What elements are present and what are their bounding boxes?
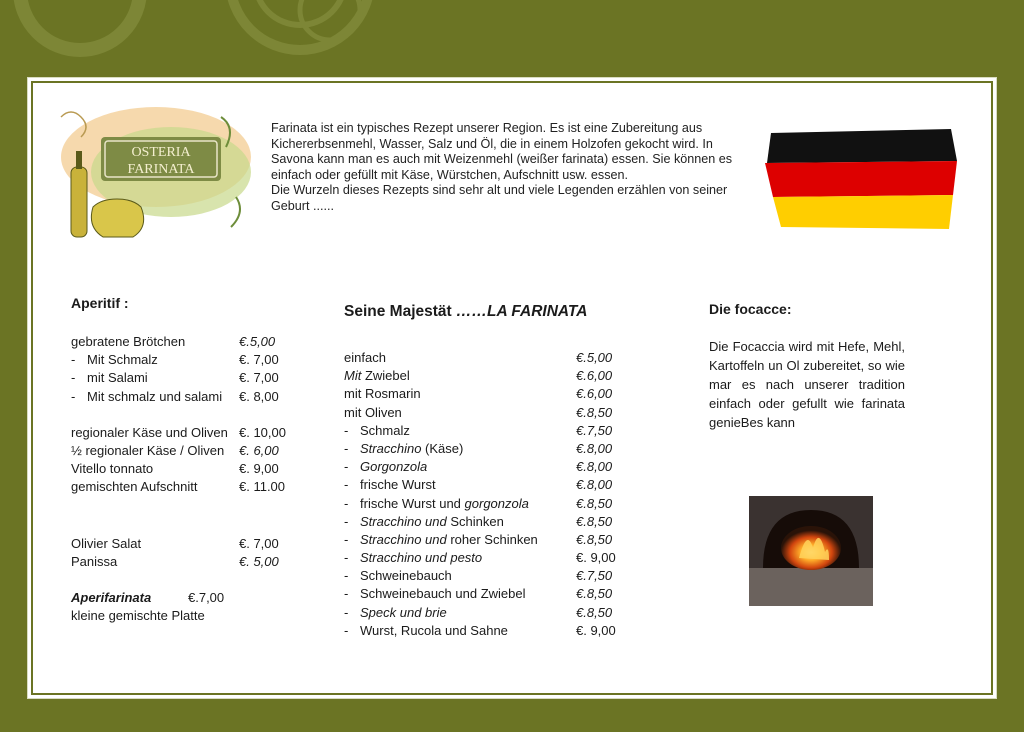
item-label: gebratene Brötchen <box>71 334 186 349</box>
item-label: regionaler Käse und Oliven <box>71 424 228 440</box>
menu-item <box>344 440 624 458</box>
intro-text <box>271 121 751 215</box>
title-part: ……LA FARINATA <box>456 303 588 320</box>
dash-marker: - <box>344 495 349 511</box>
item-price: €.8,00 <box>576 440 613 456</box>
item-price: €. 5,00 <box>239 553 279 569</box>
farinata-section <box>344 303 624 640</box>
item-price: €.6,00 <box>576 386 613 402</box>
menu-item <box>71 333 291 351</box>
item-label: Schweinebauch und Zwiebel <box>360 586 526 602</box>
focacce-section <box>709 301 905 432</box>
item-label: mit Oliven <box>344 404 402 420</box>
title-part: Seine Majestät <box>344 303 456 320</box>
menu-item <box>344 622 624 640</box>
item-label <box>360 531 538 549</box>
item-label: Mit Schmalz <box>87 352 158 368</box>
item-price: €.7,50 <box>576 568 613 584</box>
item-price: €. 7,00 <box>239 535 279 551</box>
item-suffix: Schinken <box>446 513 504 529</box>
item-price: €.8,50 <box>576 513 613 529</box>
item-price: €. 10,00 <box>239 424 286 440</box>
item-price: €. 9,00 <box>576 550 616 566</box>
item-price: €. 9,00 <box>576 622 616 638</box>
dash-marker: - <box>344 513 349 529</box>
dash-marker: - <box>344 531 349 547</box>
item-price: €. 6,00 <box>239 442 279 458</box>
dash-marker: - <box>344 586 349 602</box>
item-label: Schmalz <box>360 422 410 438</box>
dash-marker: - <box>71 352 76 368</box>
item-price: €.8,50 <box>576 404 613 420</box>
item-label: ½ regionaler Käse / Oliven <box>71 442 225 458</box>
item-price: €.8,50 <box>576 495 613 511</box>
item-label-text: frische Wurst und <box>360 495 465 511</box>
menu-item <box>71 388 291 406</box>
menu-item <box>344 367 624 385</box>
item-label: Aperifarinata <box>71 589 152 605</box>
item-label: Speck und brie <box>360 604 447 620</box>
logo-line2: FARINATA <box>127 162 195 177</box>
item-label: gemischten Aufschnitt <box>71 479 198 495</box>
item-price: €. 7,00 <box>239 370 279 386</box>
dash-marker: - <box>344 622 349 638</box>
item-label: mit Rosmarin <box>344 386 421 402</box>
item-price: €. 9,00 <box>239 461 279 477</box>
focacce-title: Die focacce: <box>709 301 792 317</box>
dash-marker: - <box>71 370 76 386</box>
item-suffix: gorgonzola <box>464 495 529 511</box>
menu-item <box>71 460 291 478</box>
wood-oven-photo <box>749 496 873 606</box>
item-price: €.5,00 <box>239 334 276 349</box>
item-label: Stracchino und pesto <box>360 550 483 566</box>
item-price: €. 7,00 <box>239 352 279 368</box>
farinata-title <box>344 303 624 321</box>
menu-item <box>344 531 624 549</box>
menu-item <box>344 549 624 567</box>
item-prefix: Mit <box>344 368 365 384</box>
item-label: Gorgonzola <box>360 459 428 475</box>
intro-paragraph-1: Farinata ist ein typisches Rezept unserer Region. Es ist eine Zubereitung aus Kichererbsenmehl, Wasser, Salz und Öl, die in einem Holzofen gekocht wird. In Savona kann man es auch mit Weizenmehl (weißer farinata) essen. Sie können es einfach oder gefüllt mit Käse, Würstchen, Aufschnitt usw. essen. <box>271 121 733 182</box>
aperitif-section <box>71 295 291 625</box>
menu-item <box>344 404 624 422</box>
item-label: mit Salami <box>87 370 148 386</box>
menu-item <box>344 458 624 476</box>
menu-card <box>28 78 996 698</box>
item-label: frische Wurst <box>360 477 436 493</box>
dash-marker: - <box>344 440 349 456</box>
item-price: €.5,00 <box>576 350 613 365</box>
menu-item <box>71 424 291 442</box>
item-price: €.8,50 <box>576 586 613 602</box>
menu-item <box>344 385 624 403</box>
osteria-farinata-logo <box>51 97 261 247</box>
item-suffix: roher Schinken <box>446 531 538 547</box>
dash-marker: - <box>344 477 349 493</box>
item-label-text: Stracchino und <box>360 531 447 547</box>
menu-item <box>344 349 624 367</box>
menu-item-special <box>71 589 291 607</box>
item-description: kleine gemischte Platte <box>71 608 205 624</box>
item-price: €. 8,00 <box>239 388 279 404</box>
menu-item-description <box>71 607 291 625</box>
item-price: €.8,50 <box>576 531 613 547</box>
dash-marker: - <box>344 422 349 438</box>
menu-item <box>344 604 624 622</box>
menu-item <box>71 369 291 387</box>
logo-line1: OSTERIA <box>131 145 191 160</box>
item-label: Olivier Salat <box>71 535 142 551</box>
item-price: €. 11.00 <box>239 479 286 495</box>
item-price: €.8,50 <box>576 604 613 620</box>
item-price: €.8,00 <box>576 459 613 475</box>
item-label <box>344 367 410 385</box>
menu-item <box>344 585 624 603</box>
intro-paragraph-2: Die Wurzeln dieses Rezepts sind sehr alt und viele Legenden erzählen von seiner Geburt ...... <box>271 183 728 213</box>
menu-item <box>344 513 624 531</box>
item-suffix: (Käse) <box>421 440 464 456</box>
item-price: €.7,50 <box>576 422 613 438</box>
item-label: Mit schmalz und salami <box>87 388 223 404</box>
item-label: Wurst, Rucola und Sahne <box>360 622 508 638</box>
menu-item <box>344 422 624 440</box>
item-price: €.6,00 <box>576 368 613 384</box>
dash-marker: - <box>71 388 76 404</box>
item-label: Panissa <box>71 553 118 569</box>
menu-item <box>71 442 291 460</box>
menu-item <box>71 351 291 369</box>
focacce-description: Die Focaccia wird mit Hefe, Mehl, Kartoffeln un Ol zubereitet, so wie mar es nach unserer tradition einfach oder gefullt wie farinata genieBes kann <box>709 339 905 430</box>
item-label: Schweinebauch <box>360 568 452 584</box>
item-price: €.8,00 <box>576 477 613 493</box>
item-label-text: Stracchino <box>360 440 422 456</box>
aperitif-title: Aperitif : <box>71 295 129 311</box>
dash-marker: - <box>344 604 349 620</box>
menu-item <box>344 495 624 513</box>
menu-item <box>344 567 624 585</box>
item-label <box>360 513 504 531</box>
item-label: einfach <box>344 350 386 365</box>
background-swirl <box>0 0 420 90</box>
dash-marker: - <box>344 550 349 566</box>
menu-item <box>344 476 624 494</box>
menu-item <box>71 535 291 553</box>
menu-item <box>71 553 291 571</box>
item-price: €.7,00 <box>188 589 225 605</box>
dash-marker: - <box>344 459 349 475</box>
dash-marker: - <box>344 568 349 584</box>
item-label-text: Zwiebel <box>364 368 410 384</box>
item-label <box>360 440 463 458</box>
menu-item <box>71 478 291 496</box>
german-flag <box>761 125 961 235</box>
item-label <box>360 495 529 513</box>
item-label-text: Stracchino und <box>360 513 447 529</box>
item-label: Vitello tonnato <box>71 461 154 477</box>
